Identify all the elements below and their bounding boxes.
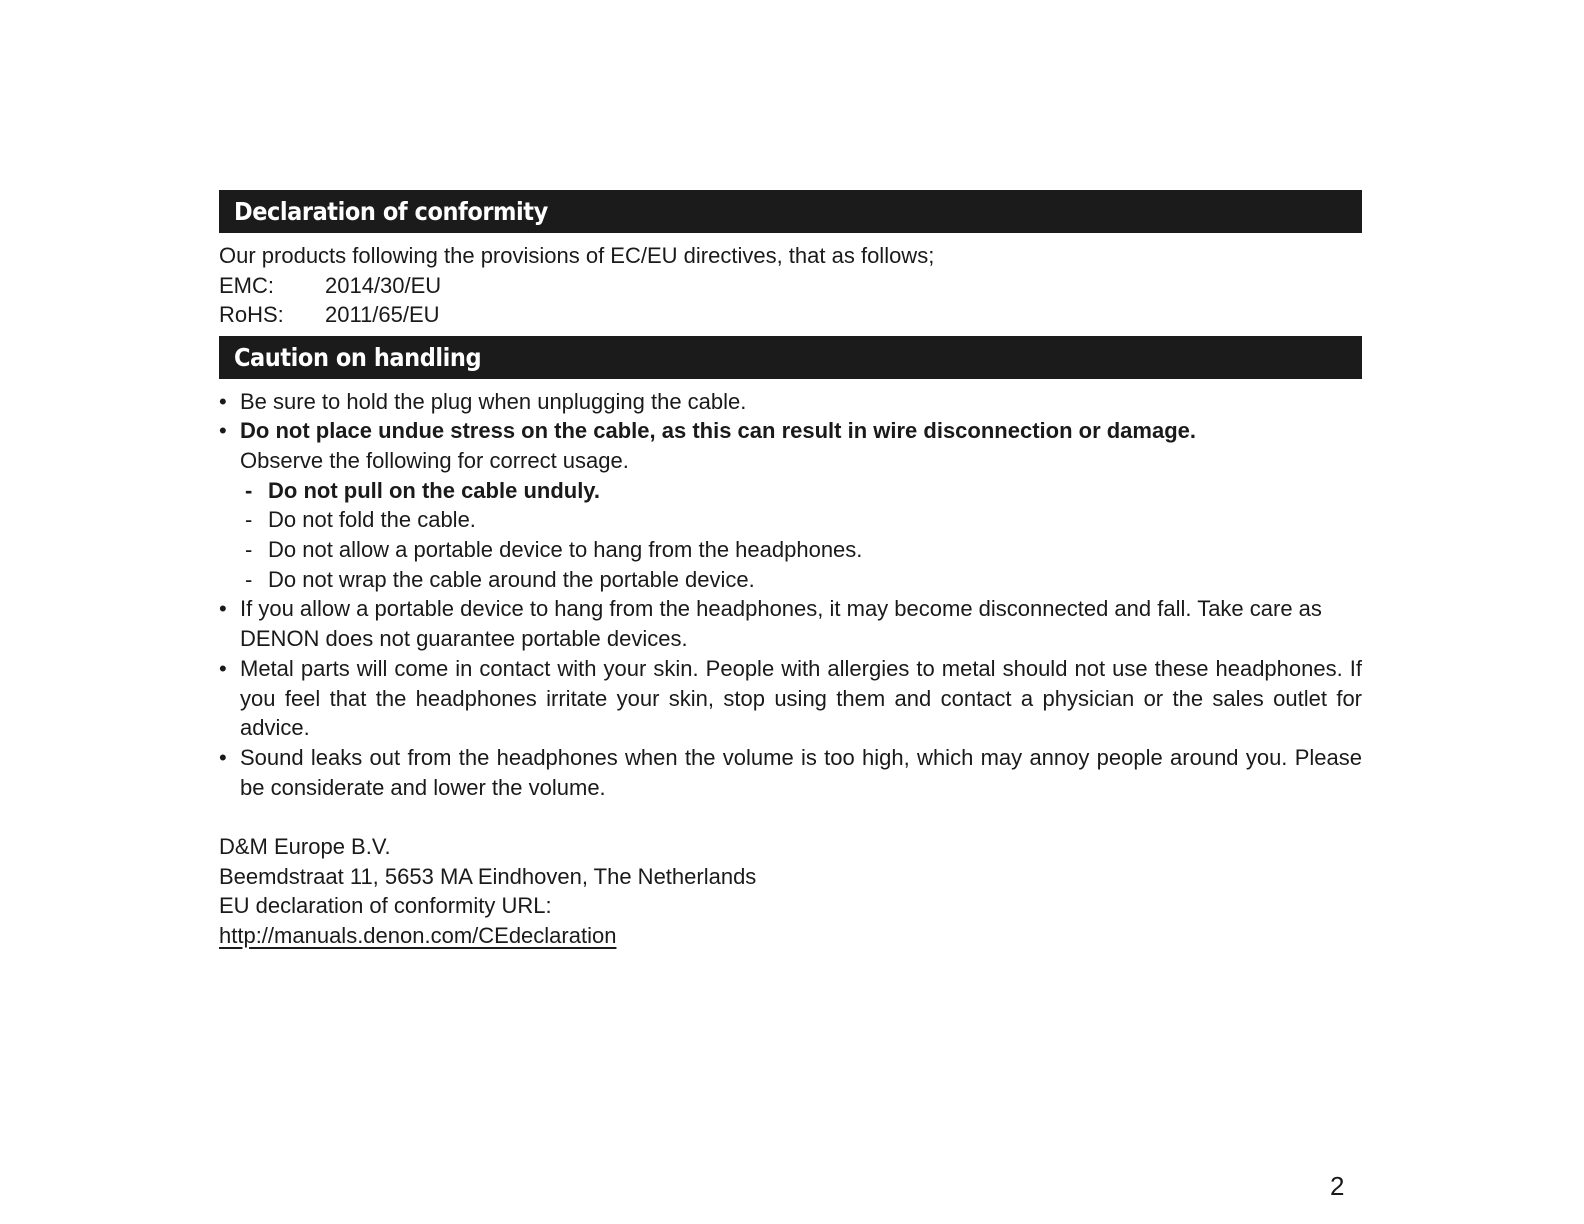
caution-bullet-sound: • Sound leaks out from the headphones when the volume is too high, which may annoy people around you. Please be considerate and lower the volume. [219, 743, 1362, 802]
conformity-url-label: EU declaration of conformity URL: [219, 893, 552, 919]
directive-value: 2011/65/EU [325, 302, 440, 327]
caution-bullet-portable: • If you allow a portable device to hang from the headphones, it may become disconnected and fall. Take care as DENON does not guarantee portable devices. [219, 594, 1362, 653]
directive-label: RoHS: [219, 302, 284, 327]
caution-title: Caution on handling [234, 342, 482, 372]
conformity-url-link[interactable]: http://manuals.denon.com/CEdeclaration [219, 922, 617, 948]
directive-label: EMC: [219, 272, 274, 298]
sub-item-pull: - Do not pull on the cable unduly. [219, 476, 1362, 506]
sub-item-hang: - Do not allow a portable device to hang from the headphones. [219, 535, 1362, 565]
company-name: D&M Europe B.V. [219, 834, 391, 860]
declaration-heading [219, 190, 1362, 233]
caution-stress-warning: • Do not place undue stress on the cable, as this can result in wire disconnection or damage. [240, 418, 1197, 444]
caution-stress-text: Observe the following for correct usage. [240, 447, 629, 473]
sub-item-fold: - Do not fold the cable. [219, 505, 1362, 535]
company-block [219, 832, 1362, 950]
caution-bullet-plug: • Be sure to hold the plug when unplugging the cable. [219, 387, 1362, 417]
directive-row-rohs [219, 300, 1362, 330]
caution-bullet-stress [219, 416, 1362, 475]
caution-bullet-metal: • Metal parts will come in contact with your skin. People with allergies to metal should not use these headphones. If you feel that the headphones irritate your skin, stop using them and contact a physician or the sales outlet for advice. [219, 654, 1362, 743]
page-content [219, 190, 1362, 950]
declaration-title: Declaration of conformity [234, 197, 548, 226]
page-number: 2 [1330, 1171, 1345, 1201]
directive-row-emc [219, 271, 1362, 301]
company-address: Beemdstraat 11, 5653 MA Eindhoven, The Netherlands [219, 863, 757, 889]
declaration-intro: Our products following the provisions of EC/EU directives, that as follows; [219, 243, 935, 268]
sub-item-wrap: - Do not wrap the cable around the portable device. [219, 565, 1362, 595]
caution-heading [219, 336, 1362, 379]
directive-value: 2014/30/EU [325, 272, 442, 298]
